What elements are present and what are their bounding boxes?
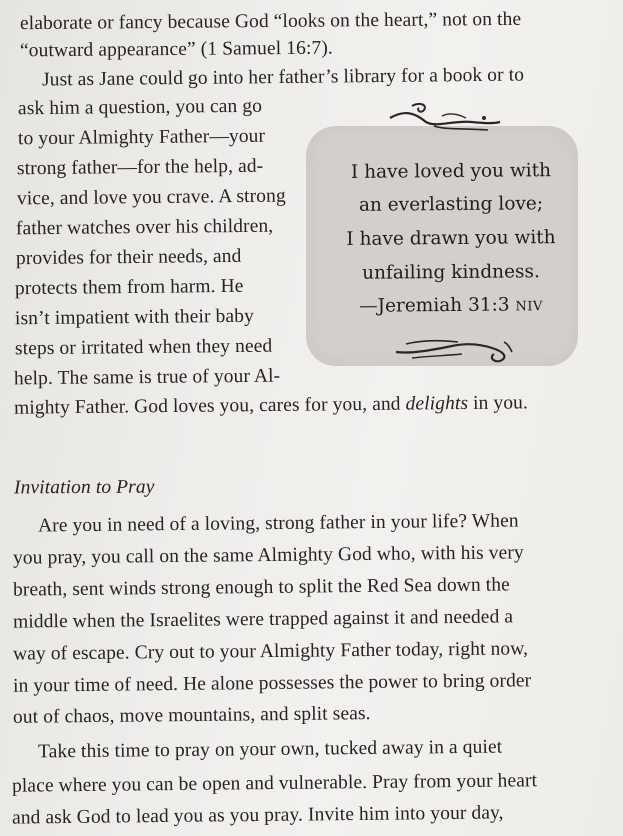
- paragraph-line: ask him a question, you can go: [17, 95, 263, 120]
- paragraph-line: “outward appearance” (1 Samuel 16:7).: [19, 37, 333, 62]
- scripture-line: unfailing kindness.: [362, 261, 540, 284]
- scripture-reference: [306, 288, 596, 327]
- emphasis-text: delights: [405, 392, 469, 415]
- scripture-line: I have drawn you with: [346, 227, 556, 250]
- paragraph-line: vice, and love you crave. A strong: [16, 185, 286, 210]
- ornament-bottom-icon: [392, 332, 518, 366]
- paragraph-line: strong father—for the help, ad-: [16, 155, 264, 180]
- scripture-line: I have loved you with: [350, 160, 552, 183]
- paragraph-line: help. The same is true of your Al-: [13, 365, 281, 390]
- paragraph-line: in your time of need. He alone possesses the power to bring order: [12, 670, 532, 697]
- paragraph-line: provides for their needs, and: [15, 245, 242, 270]
- paragraph-line: way of escape. Cry out to your Almighty Father today, right now,: [12, 638, 529, 665]
- paragraph-line: Just as Jane could go into her father’s library for a book or to: [41, 64, 525, 91]
- paragraph-line: father watches over his children,: [15, 215, 274, 240]
- paragraph-line: [14, 391, 528, 420]
- reference-text: —Jeremiah 31:3: [359, 294, 510, 317]
- paragraph-line: elaborate or fancy because God “looks on the heart,” not on the: [19, 8, 522, 35]
- paragraph-line: isn’t impatient with their baby: [14, 305, 254, 330]
- paragraph-line: to your Almighty Father—your: [17, 125, 266, 150]
- paragraph-line: middle when the Israelites were trapped against it and needed a: [12, 606, 514, 633]
- paragraph-line: steps or irritated when they need: [14, 335, 273, 360]
- paragraph-text: in you.: [467, 392, 529, 414]
- scripture-line: an everlasting love;: [358, 193, 544, 216]
- paragraph-text: mighty Father. God loves you, cares for you, and: [13, 393, 406, 419]
- paragraph-line: protects them from harm. He: [14, 275, 244, 300]
- paragraph-line: Are you in need of a loving, strong father in your life? When: [37, 510, 519, 537]
- paragraph-line: Take this time to pray on your own, tucked away in a quiet: [37, 736, 503, 763]
- paragraph-line: and ask God to lead you as you pray. Invite him into your day,: [11, 802, 504, 829]
- paragraph-line: you pray, you call on the same Almighty God who, with his very: [12, 542, 524, 569]
- ornament-top-icon: [384, 100, 504, 136]
- paragraph-line: place where you can be open and vulnerable. Pray from your heart: [11, 770, 538, 797]
- paragraph-line: breath, sent winds strong enough to split the Red Sea down the: [12, 574, 510, 601]
- paragraph-line: out of chaos, move mountains, and split seas.: [12, 703, 371, 728]
- bible-version-label: NIV: [515, 299, 543, 315]
- section-heading: Invitation to Pray: [13, 476, 155, 499]
